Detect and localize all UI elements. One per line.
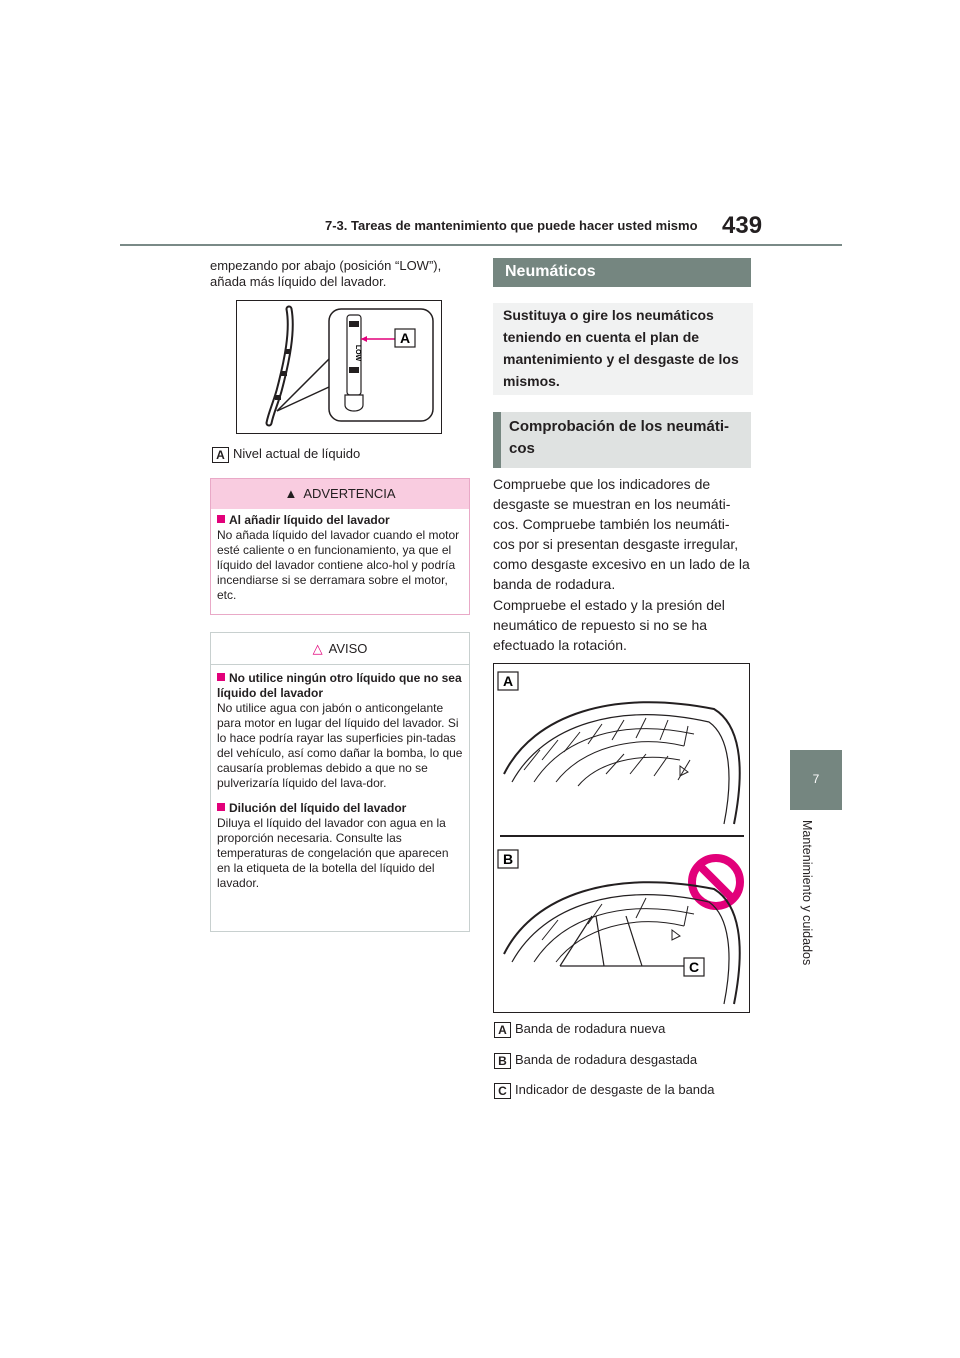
tire-label-c: C bbox=[688, 959, 700, 975]
tire-label-a: A bbox=[502, 673, 514, 689]
warning-box bbox=[210, 478, 470, 615]
warning-body bbox=[211, 509, 469, 603]
warning-header bbox=[211, 479, 469, 509]
tire-caption-c: C Indicador de desgaste de la banda bbox=[494, 1082, 715, 1099]
paragraph-1: Compruebe que los indicadores de desgaste se muestran en los neumáti-cos. Compruebe también los neumáti-cos por si presentan desgaste irregular, como desgaste excesivo en un lado de la banda de rodadura. bbox=[493, 476, 750, 592]
tire-caption-b: B Banda de rodadura desgastada bbox=[494, 1052, 697, 1069]
notice-body bbox=[211, 665, 469, 891]
header-title: 7-3. Tareas de mantenimiento que puede hacer usted mismo bbox=[325, 218, 698, 233]
notice-header bbox=[211, 633, 469, 665]
tire-tread-illustration bbox=[494, 664, 749, 1012]
washer-level-illustration bbox=[237, 301, 441, 433]
notice-item2-text: Diluya el líquido del lavador con agua en la proporción necesaria. Consulte las temperaturas de congelación que aparecen en la etiqueta de la botella del líquido del lavador. bbox=[217, 816, 449, 890]
chapter-tab: 7 bbox=[790, 750, 842, 810]
notice-title: AVISO bbox=[328, 641, 368, 656]
warning-item-title: Al añadir líquido del lavador bbox=[217, 513, 463, 528]
tire-label-b: B bbox=[502, 851, 514, 867]
tire-tread-figure bbox=[493, 663, 750, 1013]
chapter-label: Mantenimiento y cuidados bbox=[800, 820, 814, 966]
notice-item1-title: No utilice ningún otro líquido que no sea líquido del lavador bbox=[217, 671, 462, 700]
bullet-square-icon bbox=[217, 803, 225, 811]
paragraph-2: Compruebe el estado y la presión del neumático de repuesto si no se ha efectuado la rotación. bbox=[493, 597, 725, 653]
warning-item-text: No añada líquido del lavador cuando el motor esté caliente o en funcionamiento, ya que el líquido del lavador contiene alco-hol y podría incendiarse si se derramara sobre el motor, etc. bbox=[217, 528, 460, 602]
header-rule bbox=[120, 244, 842, 246]
washer-level-figure bbox=[236, 300, 442, 434]
info-box: Sustituya o gire los neumáticos teniendo en cuenta el plan de mantenimiento y el desgaste de los mismos. bbox=[493, 303, 753, 395]
caption-text: Nivel actual de líquido bbox=[233, 446, 361, 461]
bullet-square-icon bbox=[217, 673, 225, 681]
tire-caption-a: A Banda de rodadura nueva bbox=[494, 1021, 665, 1038]
low-mark: LOW bbox=[354, 344, 361, 362]
subsection-title: Comprobación de los neumáti-cos bbox=[493, 412, 751, 468]
caution-triangle-icon: △ bbox=[312, 641, 323, 656]
warning-triangle-icon: ▲ bbox=[284, 486, 298, 501]
bullet-square-icon bbox=[217, 515, 225, 523]
intro-text: empezando por abajo (posición “LOW”), añada más líquido del lavador. bbox=[210, 258, 442, 289]
section-title: Neumáticos bbox=[493, 258, 751, 287]
warning-title: ADVERTENCIA bbox=[303, 486, 396, 501]
caption-label: A bbox=[212, 447, 229, 463]
notice-item1-text: No utilice agua con jabón o anticongelante para motor en lugar del líquido del lavador. Si lo hace podría rayar las superficies pin-tadas del vehículo, así como dañar la bomba, lo que causaría problemas debido a que no se pulverizaría líquido del lava-dor. bbox=[217, 701, 463, 790]
page-number: 439 bbox=[722, 212, 763, 239]
figure1-caption bbox=[212, 446, 360, 463]
callout-a: A bbox=[399, 330, 411, 346]
notice-item2-title: Dilución del líquido del lavador bbox=[217, 801, 463, 816]
notice-box bbox=[210, 632, 470, 932]
